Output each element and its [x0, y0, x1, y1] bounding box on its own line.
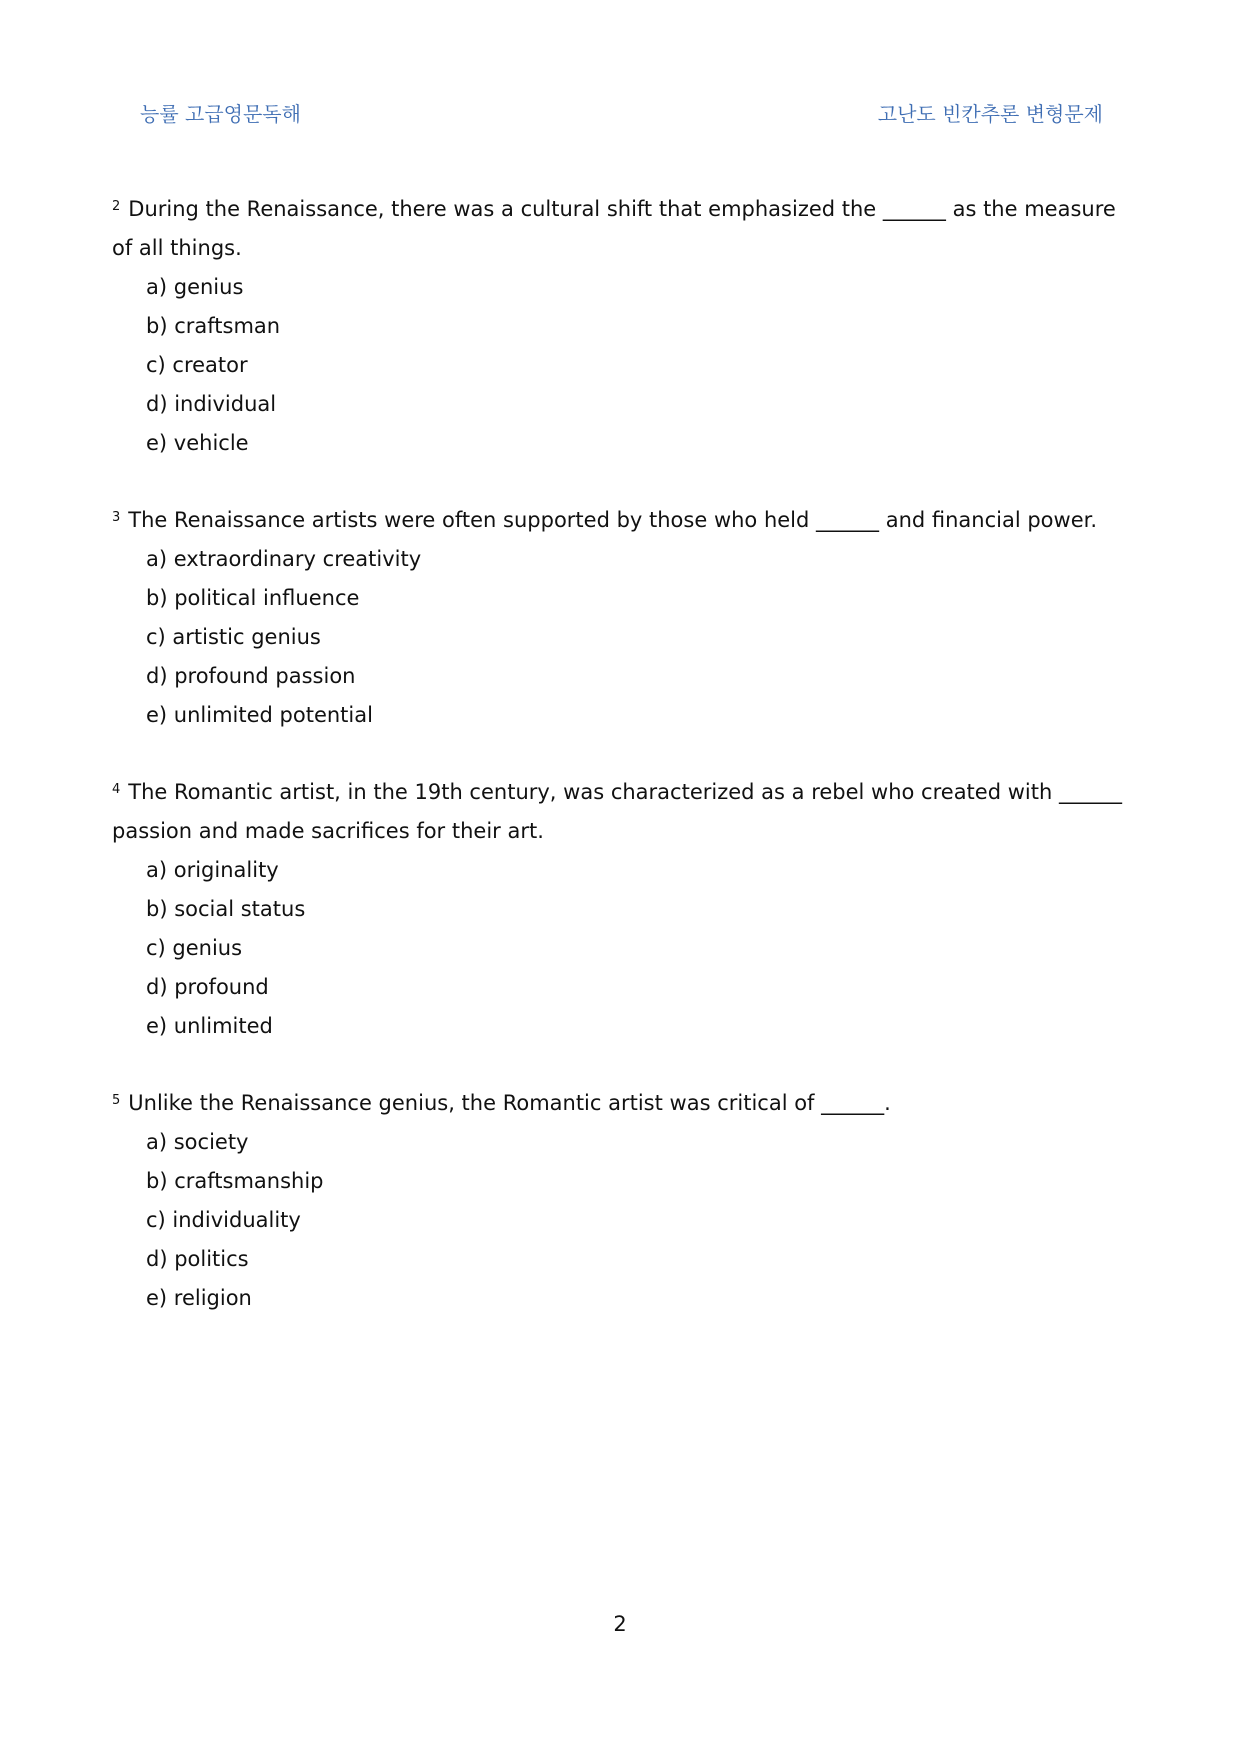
option-b: b) social status: [146, 897, 306, 921]
option-list: [112, 540, 1132, 735]
option-list: [112, 851, 1132, 1046]
option-d: d) individual: [146, 392, 277, 416]
option-a: a) extraordinary creativity: [146, 547, 422, 571]
option-d: d) profound: [146, 975, 269, 999]
option-a: a) originality: [146, 858, 279, 882]
page-header: [0, 98, 1240, 128]
question-stem: [112, 1084, 1132, 1123]
question-list: [112, 190, 1132, 1356]
question-number: 2: [112, 199, 121, 214]
option-a: a) genius: [146, 275, 244, 299]
question-stem: [112, 501, 1132, 540]
option-c: c) genius: [146, 936, 243, 960]
question-2: [112, 190, 1132, 463]
option-d: d) politics: [146, 1247, 249, 1271]
question-text: The Romantic artist, in the 19th century, was characterized as a rebel who created with ______ passion and made sacrifices for their art.: [112, 780, 1122, 843]
question-4: [112, 773, 1132, 1046]
question-text: Unlike the Renaissance genius, the Romantic artist was critical of ______.: [128, 1091, 891, 1115]
option-c: c) individuality: [146, 1208, 301, 1232]
option-b: b) craftsman: [146, 314, 281, 338]
option-e: e) unlimited potential: [146, 703, 373, 727]
question-3: [112, 501, 1132, 735]
option-c: c) artistic genius: [146, 625, 321, 649]
question-text: During the Renaissance, there was a cultural shift that emphasized the ______ as the measure of all things.: [112, 197, 1116, 260]
option-a: a) society: [146, 1130, 249, 1154]
option-d: d) profound passion: [146, 664, 356, 688]
question-stem: [112, 773, 1132, 851]
question-stem: [112, 190, 1132, 268]
option-e: e) religion: [146, 1286, 252, 1310]
option-list: [112, 268, 1132, 463]
option-b: b) craftsmanship: [146, 1169, 324, 1193]
header-section-title: 고난도 빈칸추론 변형문제: [877, 102, 1103, 126]
option-e: e) vehicle: [146, 431, 249, 455]
question-number: 4: [112, 782, 121, 797]
option-e: e) unlimited: [146, 1014, 273, 1038]
question-text: The Renaissance artists were often supported by those who held ______ and financial power.: [128, 508, 1098, 532]
header-book-title: 능률 고급영문독해: [140, 102, 301, 126]
page-number: 2: [613, 1612, 627, 1636]
question-5: [112, 1084, 1132, 1318]
question-number: 5: [112, 1093, 121, 1108]
option-list: [112, 1123, 1132, 1318]
option-b: b) political influence: [146, 586, 360, 610]
question-number: 3: [112, 510, 121, 525]
option-c: c) creator: [146, 353, 248, 377]
